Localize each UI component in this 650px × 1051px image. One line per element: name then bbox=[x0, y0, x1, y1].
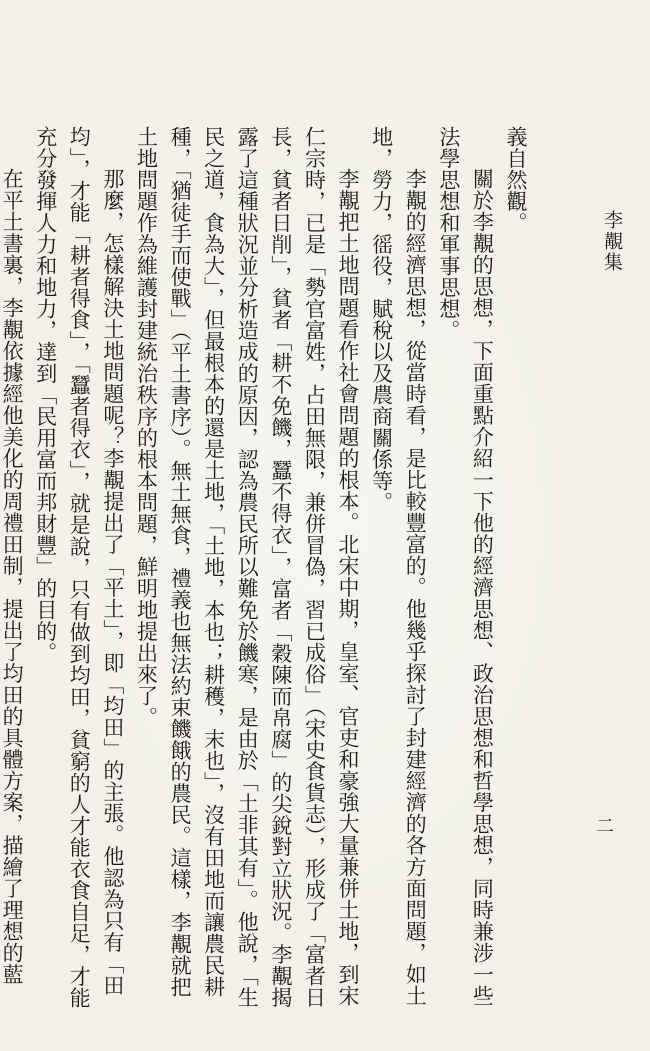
paragraph-1: 義自然觀。 bbox=[504, 126, 528, 234]
body-text bbox=[0, 126, 532, 1016]
running-head: 李覯集 bbox=[601, 210, 623, 273]
page-number: 二 bbox=[593, 816, 614, 834]
paragraph-5: 那麼，怎樣解決土地問題呢？李覯提出了「平土」，即「均田」的主張。他認為只有「田均」，才能「耕者得食」，「蠶者得衣」，就是說，只有做到均田，貧窮的人才能衣食自足，才能充分發揮人力和地力，達到「民用富而邦財豐」的目的。 bbox=[33, 126, 125, 1009]
paragraph-4: 李覯把土地問題看作社會問題的根本。北宋中期，皇室、官吏和豪強大量兼併土地，到宋仁宗時，已是「勢官富姓，占田無限，兼併冒偽，習已成俗」（宋史食貨志），形成了「富者日長，貧者日削」，貧者「耕不免饑，蠶不得衣」，富者「穀陳而帛腐」的尖銳對立狀況。李覯揭露了這種狀況並分析造成的原因，認為農民所以難免於饑寒，是由於「土非其有」。他說，「生民之道，食為大」，但最根本的還是土地，「土地，本也；耕穫，末也」，沒有田地而讓農民耕種，「猶徒手而使戰」（平土書序）。無土無食，禮義也無法約束饑餓的農民。這樣，李覯就把土地問題作為維護封建統治秩序的根本問題，鮮明地提出來了。 bbox=[134, 126, 361, 1008]
paragraph-3: 李覯的經濟思想，從當時看，是比較豐富的。他幾乎探討了封建經濟的各方面問題，如土地，勞力，徭役，賦稅以及農商關係等。 bbox=[369, 126, 428, 1007]
paragraph-6: 在平土書裏，李覯依據經他美化的周禮田制，提出了均田的具體方案，描繪了理想的藍 bbox=[0, 168, 25, 985]
paragraph-2: 關於李覯的思想，下面重點介紹一下他的經濟思想、政治思想和哲學思想，同時兼涉一些法學思想和軍事思想。 bbox=[436, 126, 495, 1007]
